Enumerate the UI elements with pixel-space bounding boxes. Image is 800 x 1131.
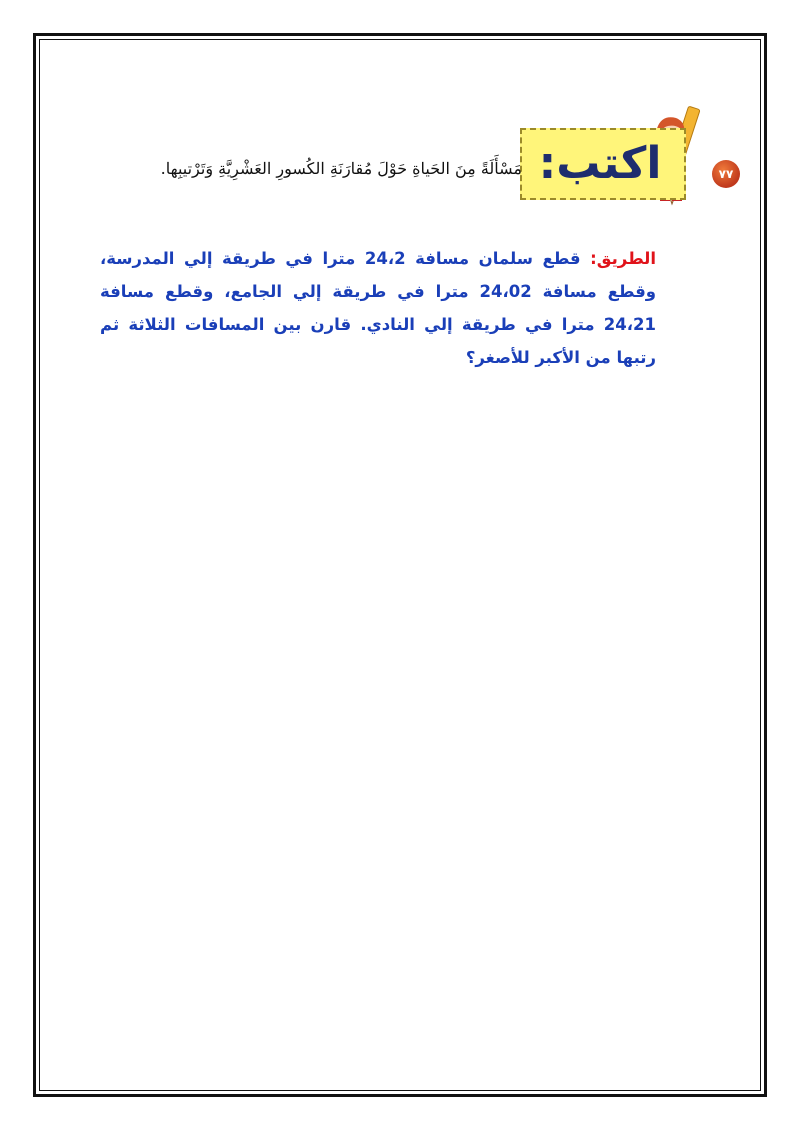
exercise-number-badge: ٧٧ xyxy=(712,160,740,188)
problem-lead-label: الطريق: xyxy=(590,249,656,268)
write-label-box xyxy=(520,128,686,200)
write-label: اكتب: xyxy=(538,138,662,189)
problem-body: قطع سلمان مسافة 24،2 مترا في طريقة إلي المدرسة، وقطع مسافة 24،02 مترا في طريقة إلي الجامع، وقطع مسافة 24،21 مترا في طريقة إلي النادي. قارن بين المسافات الثلاثة ثم رتبها من الأكبر للأصغر؟ xyxy=(100,249,657,367)
exercise-instruction: مَسْأَلَةً مِنَ الحَياةِ حَوْلَ مُقارَنَةِ الكُسورِ العَشْرِيَّةِ وَتَرْتيبِها. xyxy=(160,159,522,178)
exercise-header xyxy=(100,100,740,210)
word-problem xyxy=(100,242,656,374)
